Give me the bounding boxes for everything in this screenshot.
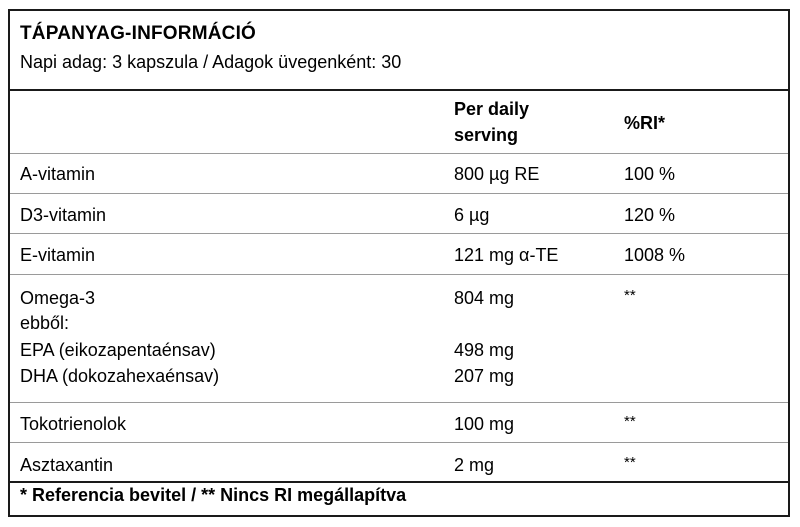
nutrient-name: A-vitamin [20,164,96,184]
nutrient-amount: 2 mg [454,455,495,475]
table-row [10,275,788,403]
table-row [10,443,788,483]
nutrient-name: Asztaxantin [20,455,114,475]
table-row [10,403,788,443]
sub-label: ebből: [20,313,70,333]
footnote: * Referencia bevitel / ** Nincs RI megállapítva [20,485,407,505]
table-row [10,194,788,234]
nutrient-ri: 100 % [624,164,676,184]
panel-title: TÁPANYAG-INFORMÁCIÓ [20,23,257,44]
column-header-per-serving [454,96,529,148]
nutrient-ri: ** [624,454,636,471]
nutrient-ri: ** [624,413,636,430]
nutrient-name: D3-vitamin [20,205,107,225]
sub-nutrient-name: DHA (dokozahexaénsav) [20,366,220,386]
nutrient-amount: 804 mg [454,288,515,308]
panel-header [10,11,788,91]
sub-nutrient-name: EPA (eikozapentaénsav) [20,340,216,360]
column-header-per-serving-line2: serving [454,125,519,145]
nutrient-name: Tokotrienolok [20,414,127,434]
nutrient-amount: 100 mg [454,414,515,434]
nutrient-amount: 800 µg RE [454,164,540,184]
nutrient-ri: 1008 % [624,245,686,265]
nutrition-panel [8,9,790,517]
column-header-per-serving-line1: Per daily [454,99,530,119]
nutrient-ri: 120 % [624,205,676,225]
column-header-ri: %RI* [624,113,666,133]
table-row [10,234,788,275]
nutrient-name: Omega-3 [20,288,96,308]
serving-info: Napi adag: 3 kapszula / Adagok üvegenként: 30 [20,52,402,72]
nutrient-ri: ** [624,287,636,304]
sub-nutrient-amount: 207 mg [454,366,515,386]
nutrient-amount: 6 µg [454,205,490,225]
column-header-row [10,91,788,154]
nutrient-name: E-vitamin [20,245,96,265]
table-row [10,154,788,194]
sub-nutrient-amount: 498 mg [454,340,515,360]
nutrient-amount: 121 mg α-TE [454,245,559,265]
